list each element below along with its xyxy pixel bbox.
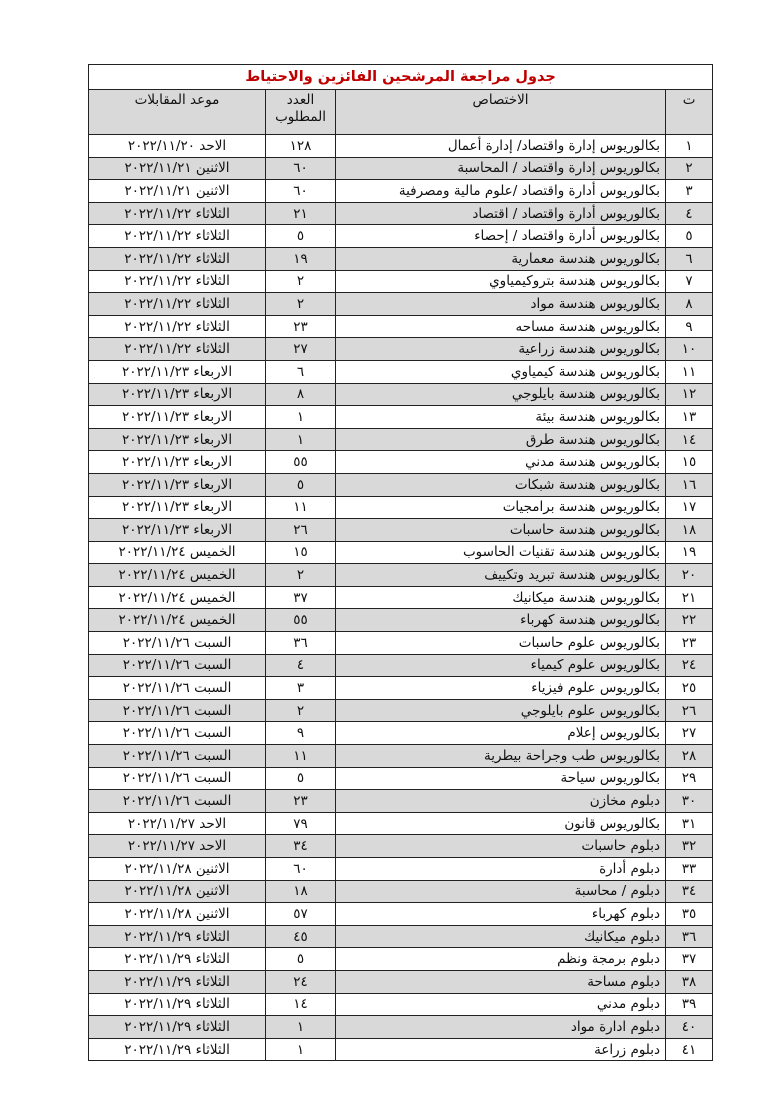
- table-row: [89, 767, 713, 790]
- row-specialty: دبلوم ادارة مواد: [336, 1016, 666, 1039]
- row-required-count: ٨: [266, 383, 336, 406]
- row-specialty: بكالوريوس هندسة مدني: [336, 451, 666, 474]
- row-required-count: ٦٠: [266, 180, 336, 203]
- row-specialty: دبلوم كهرباء: [336, 903, 666, 926]
- row-required-count: ٢٦: [266, 519, 336, 542]
- interview-schedule-table: [88, 64, 713, 1061]
- row-number: ٢٠: [666, 564, 713, 587]
- row-required-count: ١٤: [266, 993, 336, 1016]
- row-number: ١: [666, 135, 713, 158]
- row-interview-date: السبت ٢٠٢٢/١١/٢٦: [89, 654, 266, 677]
- row-specialty: دبلوم حاسبات: [336, 835, 666, 858]
- table-row: [89, 699, 713, 722]
- table-row: [89, 925, 713, 948]
- row-required-count: ١: [266, 406, 336, 429]
- row-required-count: ١٩: [266, 247, 336, 270]
- row-specialty: بكالوريوس هندسة تقنيات الحاسوب: [336, 541, 666, 564]
- table-row: [89, 858, 713, 881]
- row-specialty: دبلوم برمجة ونظم: [336, 948, 666, 971]
- row-specialty: بكالوريوس علوم كيمياء: [336, 654, 666, 677]
- row-number: ١٠: [666, 338, 713, 361]
- row-number: ٢: [666, 157, 713, 180]
- table-row: [89, 903, 713, 926]
- row-required-count: ٥: [266, 225, 336, 248]
- row-required-count: ٣٧: [266, 586, 336, 609]
- row-interview-date: الثلاثاء ٢٠٢٢/١١/٢٢: [89, 247, 266, 270]
- table-row: [89, 360, 713, 383]
- row-interview-date: الاثنين ٢٠٢٢/١١/٢٨: [89, 903, 266, 926]
- row-specialty: بكالوريوس هندسة زراعية: [336, 338, 666, 361]
- candidates-schedule-sheet: [88, 64, 712, 1061]
- table-row: [89, 496, 713, 519]
- table-row: [89, 338, 713, 361]
- row-number: ٣٨: [666, 970, 713, 993]
- row-number: ٣: [666, 180, 713, 203]
- table-row: [89, 473, 713, 496]
- row-interview-date: الاربعاء ٢٠٢٢/١١/٢٣: [89, 519, 266, 542]
- table-row: [89, 722, 713, 745]
- row-interview-date: السبت ٢٠٢٢/١١/٢٦: [89, 745, 266, 768]
- row-number: ١٥: [666, 451, 713, 474]
- row-interview-date: السبت ٢٠٢٢/١١/٢٦: [89, 790, 266, 813]
- row-specialty: بكالوريوس هندسة بايلوجي: [336, 383, 666, 406]
- row-interview-date: الاربعاء ٢٠٢٢/١١/٢٣: [89, 451, 266, 474]
- row-required-count: ١٨: [266, 880, 336, 903]
- row-interview-date: الاحد ٢٠٢٢/١١/٢٠: [89, 135, 266, 158]
- row-required-count: ٦٠: [266, 858, 336, 881]
- row-number: ٢٣: [666, 632, 713, 655]
- table-row: [89, 541, 713, 564]
- table-row: [89, 225, 713, 248]
- row-number: ٢٥: [666, 677, 713, 700]
- row-required-count: ١: [266, 1038, 336, 1061]
- row-specialty: بكالوريوس إدارة واقتصاد/ إدارة أعمال: [336, 135, 666, 158]
- row-number: ١٢: [666, 383, 713, 406]
- row-interview-date: الاربعاء ٢٠٢٢/١١/٢٣: [89, 383, 266, 406]
- row-required-count: ٢٣: [266, 315, 336, 338]
- table-row: [89, 654, 713, 677]
- row-number: ٢٧: [666, 722, 713, 745]
- row-number: ٢٤: [666, 654, 713, 677]
- row-required-count: ١١: [266, 496, 336, 519]
- row-number: ٣٥: [666, 903, 713, 926]
- table-row: [89, 970, 713, 993]
- row-interview-date: الاربعاء ٢٠٢٢/١١/٢٣: [89, 360, 266, 383]
- row-number: ١٤: [666, 428, 713, 451]
- row-number: ٣٢: [666, 835, 713, 858]
- row-required-count: ٢٣: [266, 790, 336, 813]
- row-specialty: دبلوم / محاسبة: [336, 880, 666, 903]
- row-number: ٣٩: [666, 993, 713, 1016]
- row-interview-date: السبت ٢٠٢٢/١١/٢٦: [89, 767, 266, 790]
- row-specialty: بكالوريوس هندسة مساحه: [336, 315, 666, 338]
- row-number: ٣٠: [666, 790, 713, 813]
- row-number: ٣٧: [666, 948, 713, 971]
- row-interview-date: الثلاثاء ٢٠٢٢/١١/٢٩: [89, 1038, 266, 1061]
- row-required-count: ٢٤: [266, 970, 336, 993]
- row-interview-date: الخميس ٢٠٢٢/١١/٢٤: [89, 609, 266, 632]
- row-number: ١٦: [666, 473, 713, 496]
- row-number: ٤: [666, 202, 713, 225]
- table-row: [89, 632, 713, 655]
- table-row: [89, 406, 713, 429]
- row-specialty: بكالوريوس هندسة ميكانيك: [336, 586, 666, 609]
- row-interview-date: الاثنين ٢٠٢٢/١١/٢٨: [89, 858, 266, 881]
- row-required-count: ٣٦: [266, 632, 336, 655]
- header-required-count-label: العدد المطلوب: [275, 92, 326, 125]
- row-specialty: بكالوريوس قانون: [336, 812, 666, 835]
- row-specialty: بكالوريوس هندسة بتروكيمياوي: [336, 270, 666, 293]
- row-specialty: بكالوريوس إدارة واقتصاد / المحاسبة: [336, 157, 666, 180]
- row-interview-date: الثلاثاء ٢٠٢٢/١١/٢٩: [89, 993, 266, 1016]
- row-specialty: بكالوريوس هندسة كيمياوي: [336, 360, 666, 383]
- row-interview-date: الثلاثاء ٢٠٢٢/١١/٢٩: [89, 948, 266, 971]
- row-required-count: ٢: [266, 564, 336, 587]
- table-row: [89, 564, 713, 587]
- row-required-count: ٦: [266, 360, 336, 383]
- table-row: [89, 586, 713, 609]
- row-number: ٢٢: [666, 609, 713, 632]
- row-number: ٣١: [666, 812, 713, 835]
- row-interview-date: الاربعاء ٢٠٢٢/١١/٢٣: [89, 406, 266, 429]
- row-specialty: دبلوم ميكانيك: [336, 925, 666, 948]
- row-specialty: بكالوريوس هندسة كهرباء: [336, 609, 666, 632]
- row-number: ١٨: [666, 519, 713, 542]
- row-required-count: ٣٤: [266, 835, 336, 858]
- row-specialty: بكالوريوس هندسة بيئة: [336, 406, 666, 429]
- table-row: [89, 270, 713, 293]
- row-number: ٣٦: [666, 925, 713, 948]
- row-specialty: دبلوم مساحة: [336, 970, 666, 993]
- row-required-count: ٢٧: [266, 338, 336, 361]
- row-specialty: بكالوريوس هندسة تبريد وتكييف: [336, 564, 666, 587]
- row-interview-date: السبت ٢٠٢٢/١١/٢٦: [89, 722, 266, 745]
- row-interview-date: الثلاثاء ٢٠٢٢/١١/٢٢: [89, 202, 266, 225]
- row-interview-date: الخميس ٢٠٢٢/١١/٢٤: [89, 564, 266, 587]
- row-required-count: ٥٥: [266, 451, 336, 474]
- row-required-count: ١٢٨: [266, 135, 336, 158]
- row-specialty: بكالوريوس علوم فيزياء: [336, 677, 666, 700]
- row-interview-date: الثلاثاء ٢٠٢٢/١١/٢٢: [89, 270, 266, 293]
- row-interview-date: الاربعاء ٢٠٢٢/١١/٢٣: [89, 473, 266, 496]
- row-number: ١٣: [666, 406, 713, 429]
- table-row: [89, 677, 713, 700]
- header-required-count: [266, 90, 336, 135]
- row-specialty: بكالوريوس إعلام: [336, 722, 666, 745]
- header-number: ت: [666, 90, 713, 135]
- row-required-count: ٥: [266, 767, 336, 790]
- row-number: ٨: [666, 293, 713, 316]
- row-number: ٢١: [666, 586, 713, 609]
- row-specialty: بكالوريوس أدارة واقتصاد / إحصاء: [336, 225, 666, 248]
- table-row: [89, 383, 713, 406]
- row-number: ١١: [666, 360, 713, 383]
- table-row: [89, 609, 713, 632]
- row-number: ٣٣: [666, 858, 713, 881]
- header-specialty: الاختصاص: [336, 90, 666, 135]
- row-required-count: ٤: [266, 654, 336, 677]
- row-specialty: بكالوريوس هندسة برامجيات: [336, 496, 666, 519]
- row-interview-date: الاربعاء ٢٠٢٢/١١/٢٣: [89, 496, 266, 519]
- table-row: [89, 180, 713, 203]
- table-title: جدول مراجعة المرشحين الفائزين والاحتياط: [89, 65, 713, 90]
- row-specialty: بكالوريوس هندسة طرق: [336, 428, 666, 451]
- row-number: ٢٦: [666, 699, 713, 722]
- row-specialty: بكالوريوس علوم بايلوجي: [336, 699, 666, 722]
- row-specialty: دبلوم مخازن: [336, 790, 666, 813]
- table-row: [89, 812, 713, 835]
- table-row: [89, 790, 713, 813]
- row-number: ٤١: [666, 1038, 713, 1061]
- table-row: [89, 1038, 713, 1061]
- row-specialty: بكالوريوس أدارة واقتصاد /علوم مالية ومصرفية: [336, 180, 666, 203]
- row-specialty: بكالوريوس سياحة: [336, 767, 666, 790]
- table-row: [89, 993, 713, 1016]
- row-number: ٧: [666, 270, 713, 293]
- row-interview-date: الخميس ٢٠٢٢/١١/٢٤: [89, 541, 266, 564]
- row-number: ٢٩: [666, 767, 713, 790]
- row-required-count: ٥٧: [266, 903, 336, 926]
- row-required-count: ٢: [266, 293, 336, 316]
- row-interview-date: الثلاثاء ٢٠٢٢/١١/٢٢: [89, 225, 266, 248]
- row-interview-date: السبت ٢٠٢٢/١١/٢٦: [89, 677, 266, 700]
- row-required-count: ٥: [266, 473, 336, 496]
- row-required-count: ١١: [266, 745, 336, 768]
- table-row: [89, 157, 713, 180]
- row-specialty: دبلوم أدارة: [336, 858, 666, 881]
- row-specialty: دبلوم مدني: [336, 993, 666, 1016]
- row-required-count: ١٥: [266, 541, 336, 564]
- row-required-count: ٥: [266, 948, 336, 971]
- row-number: ٩: [666, 315, 713, 338]
- row-specialty: بكالوريوس طب وجراحة بيطرية: [336, 745, 666, 768]
- row-number: ١٧: [666, 496, 713, 519]
- row-interview-date: الخميس ٢٠٢٢/١١/٢٤: [89, 586, 266, 609]
- row-number: ٦: [666, 247, 713, 270]
- table-row: [89, 293, 713, 316]
- row-required-count: ٥٥: [266, 609, 336, 632]
- row-specialty: بكالوريوس أدارة واقتصاد / اقتصاد: [336, 202, 666, 225]
- row-specialty: بكالوريوس هندسة مواد: [336, 293, 666, 316]
- header-row: [89, 90, 713, 135]
- row-specialty: بكالوريوس علوم حاسبات: [336, 632, 666, 655]
- row-interview-date: الثلاثاء ٢٠٢٢/١١/٢٩: [89, 1016, 266, 1039]
- row-number: ٤٠: [666, 1016, 713, 1039]
- row-required-count: ٤٥: [266, 925, 336, 948]
- row-required-count: ٢١: [266, 202, 336, 225]
- row-specialty: دبلوم زراعة: [336, 1038, 666, 1061]
- row-interview-date: الثلاثاء ٢٠٢٢/١١/٢٢: [89, 315, 266, 338]
- table-row: [89, 745, 713, 768]
- row-specialty: بكالوريوس هندسة معمارية: [336, 247, 666, 270]
- header-interview-date: موعد المقابلات: [89, 90, 266, 135]
- row-interview-date: السبت ٢٠٢٢/١١/٢٦: [89, 632, 266, 655]
- row-required-count: ٩: [266, 722, 336, 745]
- table-row: [89, 1016, 713, 1039]
- table-row: [89, 247, 713, 270]
- table-row: [89, 135, 713, 158]
- row-interview-date: الاثنين ٢٠٢٢/١١/٢١: [89, 157, 266, 180]
- table-row: [89, 880, 713, 903]
- row-interview-date: الاحد ٢٠٢٢/١١/٢٧: [89, 812, 266, 835]
- table-row: [89, 451, 713, 474]
- row-interview-date: الثلاثاء ٢٠٢٢/١١/٢٢: [89, 293, 266, 316]
- row-required-count: ٧٩: [266, 812, 336, 835]
- row-required-count: ١: [266, 428, 336, 451]
- row-required-count: ٣: [266, 677, 336, 700]
- row-interview-date: الاربعاء ٢٠٢٢/١١/٢٣: [89, 428, 266, 451]
- row-required-count: ٦٠: [266, 157, 336, 180]
- row-number: ٣٤: [666, 880, 713, 903]
- table-row: [89, 428, 713, 451]
- row-interview-date: الثلاثاء ٢٠٢٢/١١/٢٩: [89, 970, 266, 993]
- row-interview-date: الثلاثاء ٢٠٢٢/١١/٢٢: [89, 338, 266, 361]
- row-interview-date: الثلاثاء ٢٠٢٢/١١/٢٩: [89, 925, 266, 948]
- row-interview-date: السبت ٢٠٢٢/١١/٢٦: [89, 699, 266, 722]
- row-specialty: بكالوريوس هندسة حاسبات: [336, 519, 666, 542]
- table-row: [89, 202, 713, 225]
- row-number: ٢٨: [666, 745, 713, 768]
- row-required-count: ١: [266, 1016, 336, 1039]
- row-interview-date: الاحد ٢٠٢٢/١١/٢٧: [89, 835, 266, 858]
- row-interview-date: الاثنين ٢٠٢٢/١١/٢٨: [89, 880, 266, 903]
- table-row: [89, 519, 713, 542]
- row-number: ٥: [666, 225, 713, 248]
- table-row: [89, 835, 713, 858]
- table-row: [89, 948, 713, 971]
- row-required-count: ٢: [266, 699, 336, 722]
- row-interview-date: الاثنين ٢٠٢٢/١١/٢١: [89, 180, 266, 203]
- row-number: ١٩: [666, 541, 713, 564]
- row-specialty: بكالوريوس هندسة شبكات: [336, 473, 666, 496]
- table-row: [89, 315, 713, 338]
- row-required-count: ٢: [266, 270, 336, 293]
- table-body: [89, 135, 713, 1061]
